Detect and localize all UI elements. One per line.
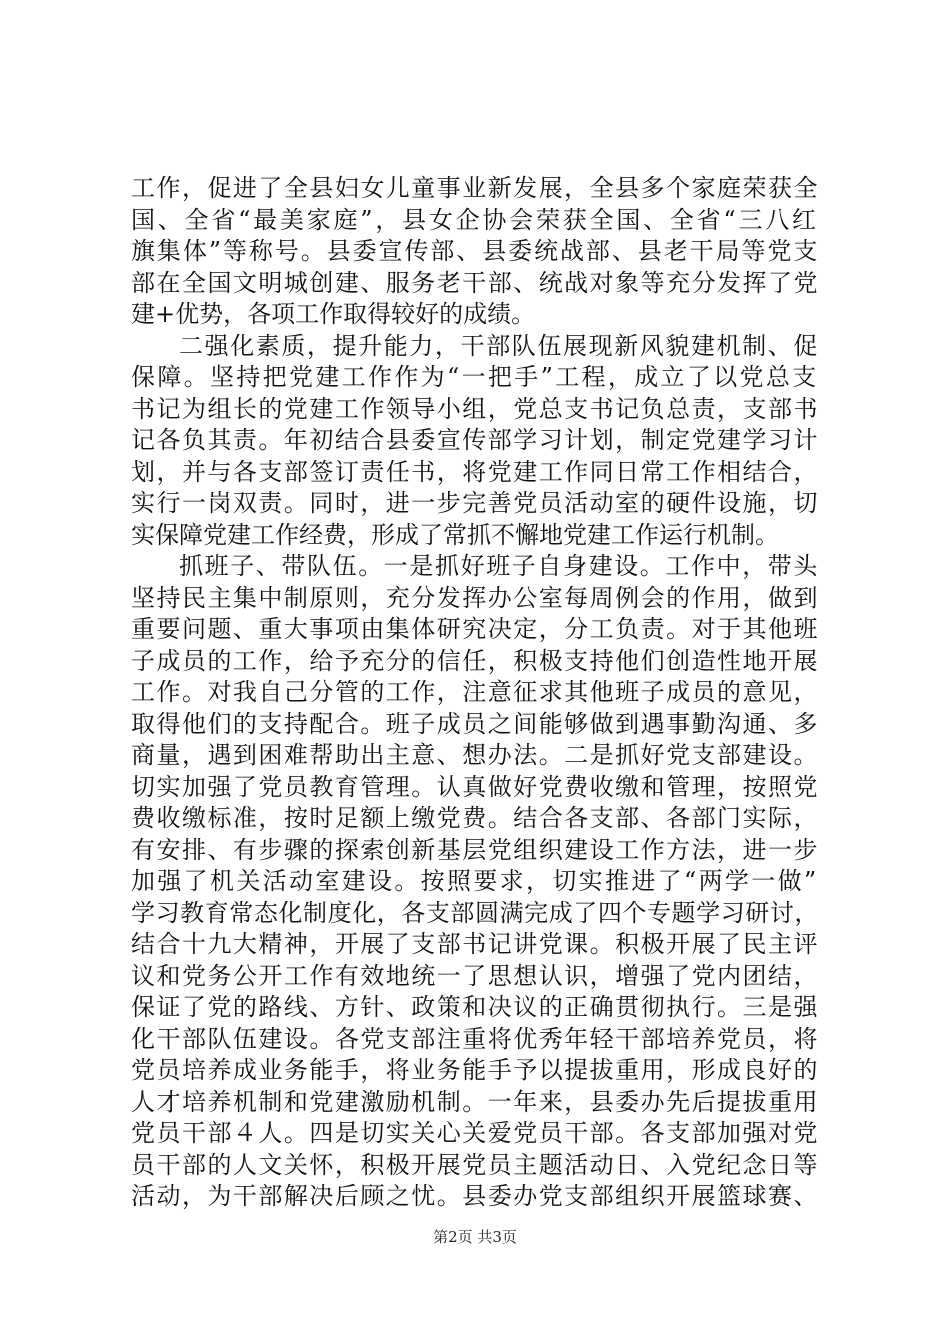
text-line: 费收缴标准，按时足额上缴党费。结合各支部、各部门实际， xyxy=(131,804,819,832)
text-line: 工作。对我自己分管的工作，注意征求其他班子成员的意见， xyxy=(131,678,819,706)
text-line: 员干部的人文关怀，积极开展党员主题活动日、入党纪念日等 xyxy=(131,1150,819,1179)
text-line: 书记为组长的党建工作领导小组，党总支书记负总责，支部书 xyxy=(131,394,819,423)
text-line: 取得他们的支持配合。班子成员之间能够做到遇事勤沟通、多 xyxy=(131,709,819,738)
text-line: 保证了党的路线、方针、政策和决议的正确贯彻执行。三是强 xyxy=(131,993,819,1021)
text-line: 切实加强了党员教育管理。认真做好党费收缴和管理，按照党 xyxy=(131,772,819,801)
text-line: 坚持民主集中制原则，充分发挥办公室每周例会的作用，做到 xyxy=(131,583,819,612)
text-line: 活动，为干部解决后顾之忧。县委办党支部组织开展篮球赛、 xyxy=(131,1182,819,1210)
page-footer: 第2页 共3页 xyxy=(433,1228,517,1246)
text-line: 学习教育常态化制度化，各支部圆满完成了四个专题学习研讨， xyxy=(131,898,819,927)
text-line: 实保障党建工作经费，形成了常抓不懈地党建工作运行机制。 xyxy=(131,520,779,549)
text-line: 二强化素质，提升能力，干部队伍展现新风貌建机制、促 xyxy=(179,331,819,360)
text-line: 抓班子、带队伍。一是抓好班子自身建设。工作中，带头 xyxy=(179,552,819,580)
text-line: 保障。坚持把党建工作作为“一把手”工程，成立了以党总支 xyxy=(131,363,819,391)
text-line: 有安排、有步骤的探索创新基层党组织建设工作方法，进一步 xyxy=(131,835,819,864)
text-line: 化干部队伍建设。各党支部注重将优秀年轻干部培养党员，将 xyxy=(131,1024,819,1053)
text-line: 实行一岗双责。同时，进一步完善党员活动室的硬件设施，切 xyxy=(131,489,819,517)
text-line: 建+优势，各项工作取得较好的成绩。 xyxy=(131,300,536,328)
text-line: 商量，遇到困难帮助出主意、想办法。二是抓好党支部建设。 xyxy=(131,741,819,769)
text-line: 记各负其责。年初结合县委宣传部学习计划，制定党建学习计 xyxy=(131,426,819,454)
text-line: 加强了机关活动室建设。按照要求，切实推进了“两学一做” xyxy=(131,867,819,895)
text-line: 国、全省“最美家庭”，县女企协会荣获全国、全省“三八红 xyxy=(131,205,819,234)
text-line: 结合十九大精神，开展了支部书记讲党课。积极开展了民主评 xyxy=(131,930,819,958)
text-line: 重要问题、重大事项由集体研究决定，分工负责。对于其他班 xyxy=(131,615,819,643)
text-line: 党员干部４人。四是切实关心关爱党员干部。各支部加强对党 xyxy=(131,1119,819,1147)
text-line: 工作，促进了全县妇女儿童事业新发展，全县多个家庭荣获全 xyxy=(131,174,819,202)
text-line: 人才培养机制和党建激励机制。一年来，县委办先后提拔重用 xyxy=(131,1087,819,1116)
text-line: 旗集体”等称号。县委宣传部、县委统战部、县老干局等党支 xyxy=(131,237,820,265)
text-line: 部在全国文明城创建、服务老干部、统战对象等充分发挥了党 xyxy=(131,268,819,297)
text-line: 议和党务公开工作有效地统一了思想认识，增强了党内团结， xyxy=(131,961,819,990)
text-line: 划，并与各支部签订责任书，将党建工作同日常工作相结合， xyxy=(131,457,819,486)
text-line: 子成员的工作，给予充分的信任，积极支持他们创造性地开展 xyxy=(131,646,819,675)
text-line: 党员培养成业务能手，将业务能手予以提拔重用，形成良好的 xyxy=(131,1056,819,1084)
